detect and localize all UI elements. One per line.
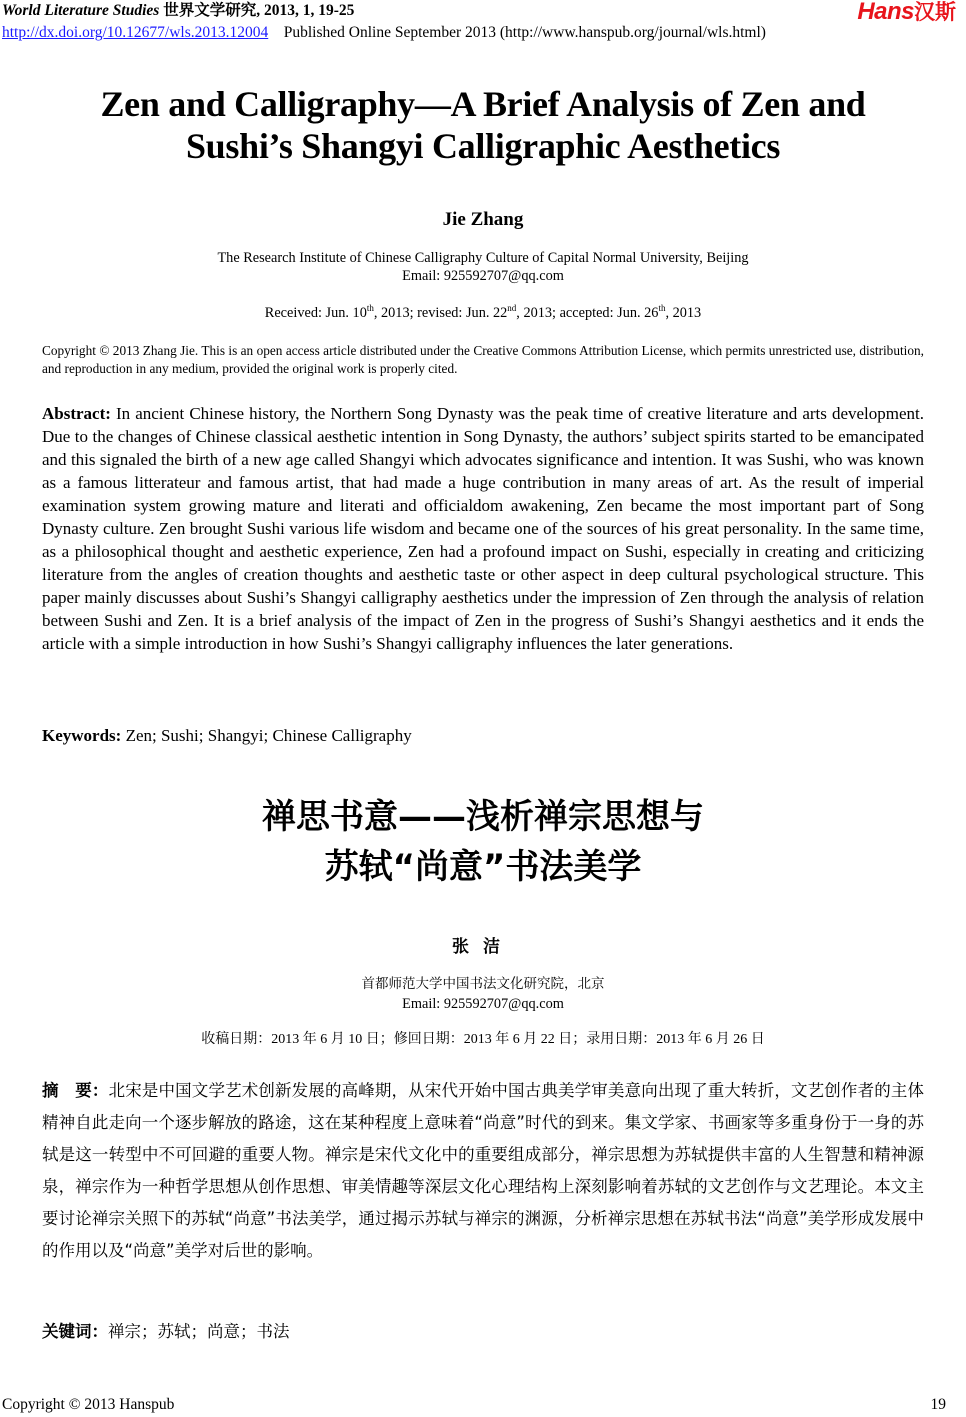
revised-sup: nd (507, 303, 517, 313)
chinese-dates: 收稿日期：2013 年 6 月 10 日；修回日期：2013 年 6 月 22 日；录用日期：2013 年 6 月 26 日 (201, 1032, 765, 1047)
journal-name: World Literature Studies (2, 2, 160, 19)
english-title-line2: Sushi’s Shangyi Calligraphic Aesthetics (185, 126, 781, 166)
keywords-text: Zen; Sushi; Shangyi; Chinese Calligraphy (121, 726, 412, 745)
english-dates (0, 304, 966, 322)
revised-date: , 2013; revised: Jun. 22 (373, 305, 508, 321)
chinese-email: Email: 925592707@qq.com (402, 996, 564, 1012)
chinese-affiliation: 首都师范大学中国书法文化研究院，北京 (361, 976, 605, 992)
abstract-text: In ancient Chinese history, the Northern Song Dynasty was the peak time of creative literature and arts development. Due to the changes of Chinese classical aesthetic intention in Song Dynasty, the authors’ subject spirits started to be emancipated and this signaled the birth of a new age called Shangyi which advocates significance and intention. It was Sushi, who was known as a famous litterateur and famous artist, that had made a huge contribution in many areas of art. As the result of imperial examination system growing mature and literati and officialdom awakening, Zen became the most important part of Song Dynasty culture. Zen brought Sushi various life wisdom and became one of the sources of his great personality. In the same time, as a philosophical thought and aesthetic experience, Zen had a profound impact on Sushi, especially in creating and criticizing literature from the angles of creation thoughts and aesthetic taste or other aspect in deep cultural psychological structure. This paper mainly discusses about Sushi’s Shangyi calligraphy aesthetics under the impression of Zen through the analysis of relation between Sushi and Zen. It is a brief analysis of the impact of Zen in the progress of Sushi’s Shangyi aesthetics and it ends the article with a simple introduction in how Sushi’s Shangyi calligraphy influences the later generations. (42, 404, 924, 653)
copyright-notice: Copyright © 2013 Zhang Jie. This is an open access article distributed under the Creative Commons Attribution License, which permits unrestricted use, distribution, and reproduction in any medium, provided the original work is properly cited. (42, 343, 924, 376)
chinese-abstract-label: 摘 要： (42, 1081, 109, 1100)
received-sup: th (366, 303, 374, 313)
english-affiliation: The Research Institute of Chinese Calligraphy Culture of Capital Normal University, Beijing (217, 250, 749, 266)
doi-line (2, 24, 766, 42)
abstract-label: Abstract: (42, 404, 111, 423)
journal-info: 世界文学研究, 2013, 1, 19-25 (159, 2, 355, 19)
hans-logo[interactable] (857, 0, 956, 27)
received-date: Received: Jun. 10 (264, 305, 367, 321)
english-title (0, 83, 966, 167)
chinese-title-line2: 苏轼“尚意”书法美学 (324, 847, 642, 887)
chinese-keywords-text: 禅宗；苏轼；尚意；书法 (108, 1322, 290, 1341)
english-email: Email: 925592707@qq.com (402, 268, 564, 284)
chinese-title (0, 792, 966, 892)
dates-suffix: , 2013 (665, 305, 702, 321)
chinese-abstract-text: 北宋是中国文学艺术创新发展的高峰期，从宋代开始中国古典美学审美意向出现了重大转折，文艺创作者的主体精神自此走向一个逐步解放的路途，这在某种程度上意味着“尚意”时代的到来。集文学家、书画家等多重身份于一身的苏轼是这一转型中不可回避的重要人物。禅宗是宋代文化中的重要组成部分，禅宗思想为苏轼提供丰富的人生智慧和精神源泉，禅宗作为一种哲学思想从创作思想、审美情趣等深层文化心理结构上深刻影响着苏轼的文艺创作与文艺理论。本文主要讨论禅宗关照下的苏轼“尚意”书法美学，通过揭示苏轼与禅宗的渊源，分析禅宗思想在苏轼书法“尚意”美学形成发展中的作用以及“尚意”美学对后世的影响。 (42, 1081, 925, 1260)
english-abstract (42, 402, 924, 655)
journal-header (2, 2, 354, 20)
logo-cjk: 汉斯 (914, 1, 956, 24)
accepted-sup: th (658, 303, 666, 313)
chinese-author: 张洁 (452, 937, 514, 957)
page-number: 19 (930, 1396, 946, 1413)
logo-latin: Hans (857, 0, 914, 25)
english-author: Jie Zhang (442, 209, 524, 230)
chinese-keywords-label: 关键词： (42, 1322, 108, 1341)
english-title-line1: Zen and Calligraphy—A Brief Analysis of Zen and (100, 84, 866, 124)
footer-copyright: Copyright © 2013 Hanspub (2, 1396, 175, 1413)
published-info: Published Online September 2013 (http://www.hanspub.org/journal/wls.html) (283, 24, 766, 41)
keywords-label: Keywords: (42, 726, 122, 745)
doi-link[interactable]: http://dx.doi.org/10.12677/wls.2013.12004 (2, 24, 269, 41)
accepted-date: , 2013; accepted: Jun. 26 (516, 305, 659, 321)
chinese-abstract (42, 1075, 924, 1267)
english-keywords (42, 724, 412, 747)
chinese-keywords (42, 1320, 290, 1344)
chinese-title-line1: 禅思书意——浅析禅宗思想与 (262, 797, 704, 837)
